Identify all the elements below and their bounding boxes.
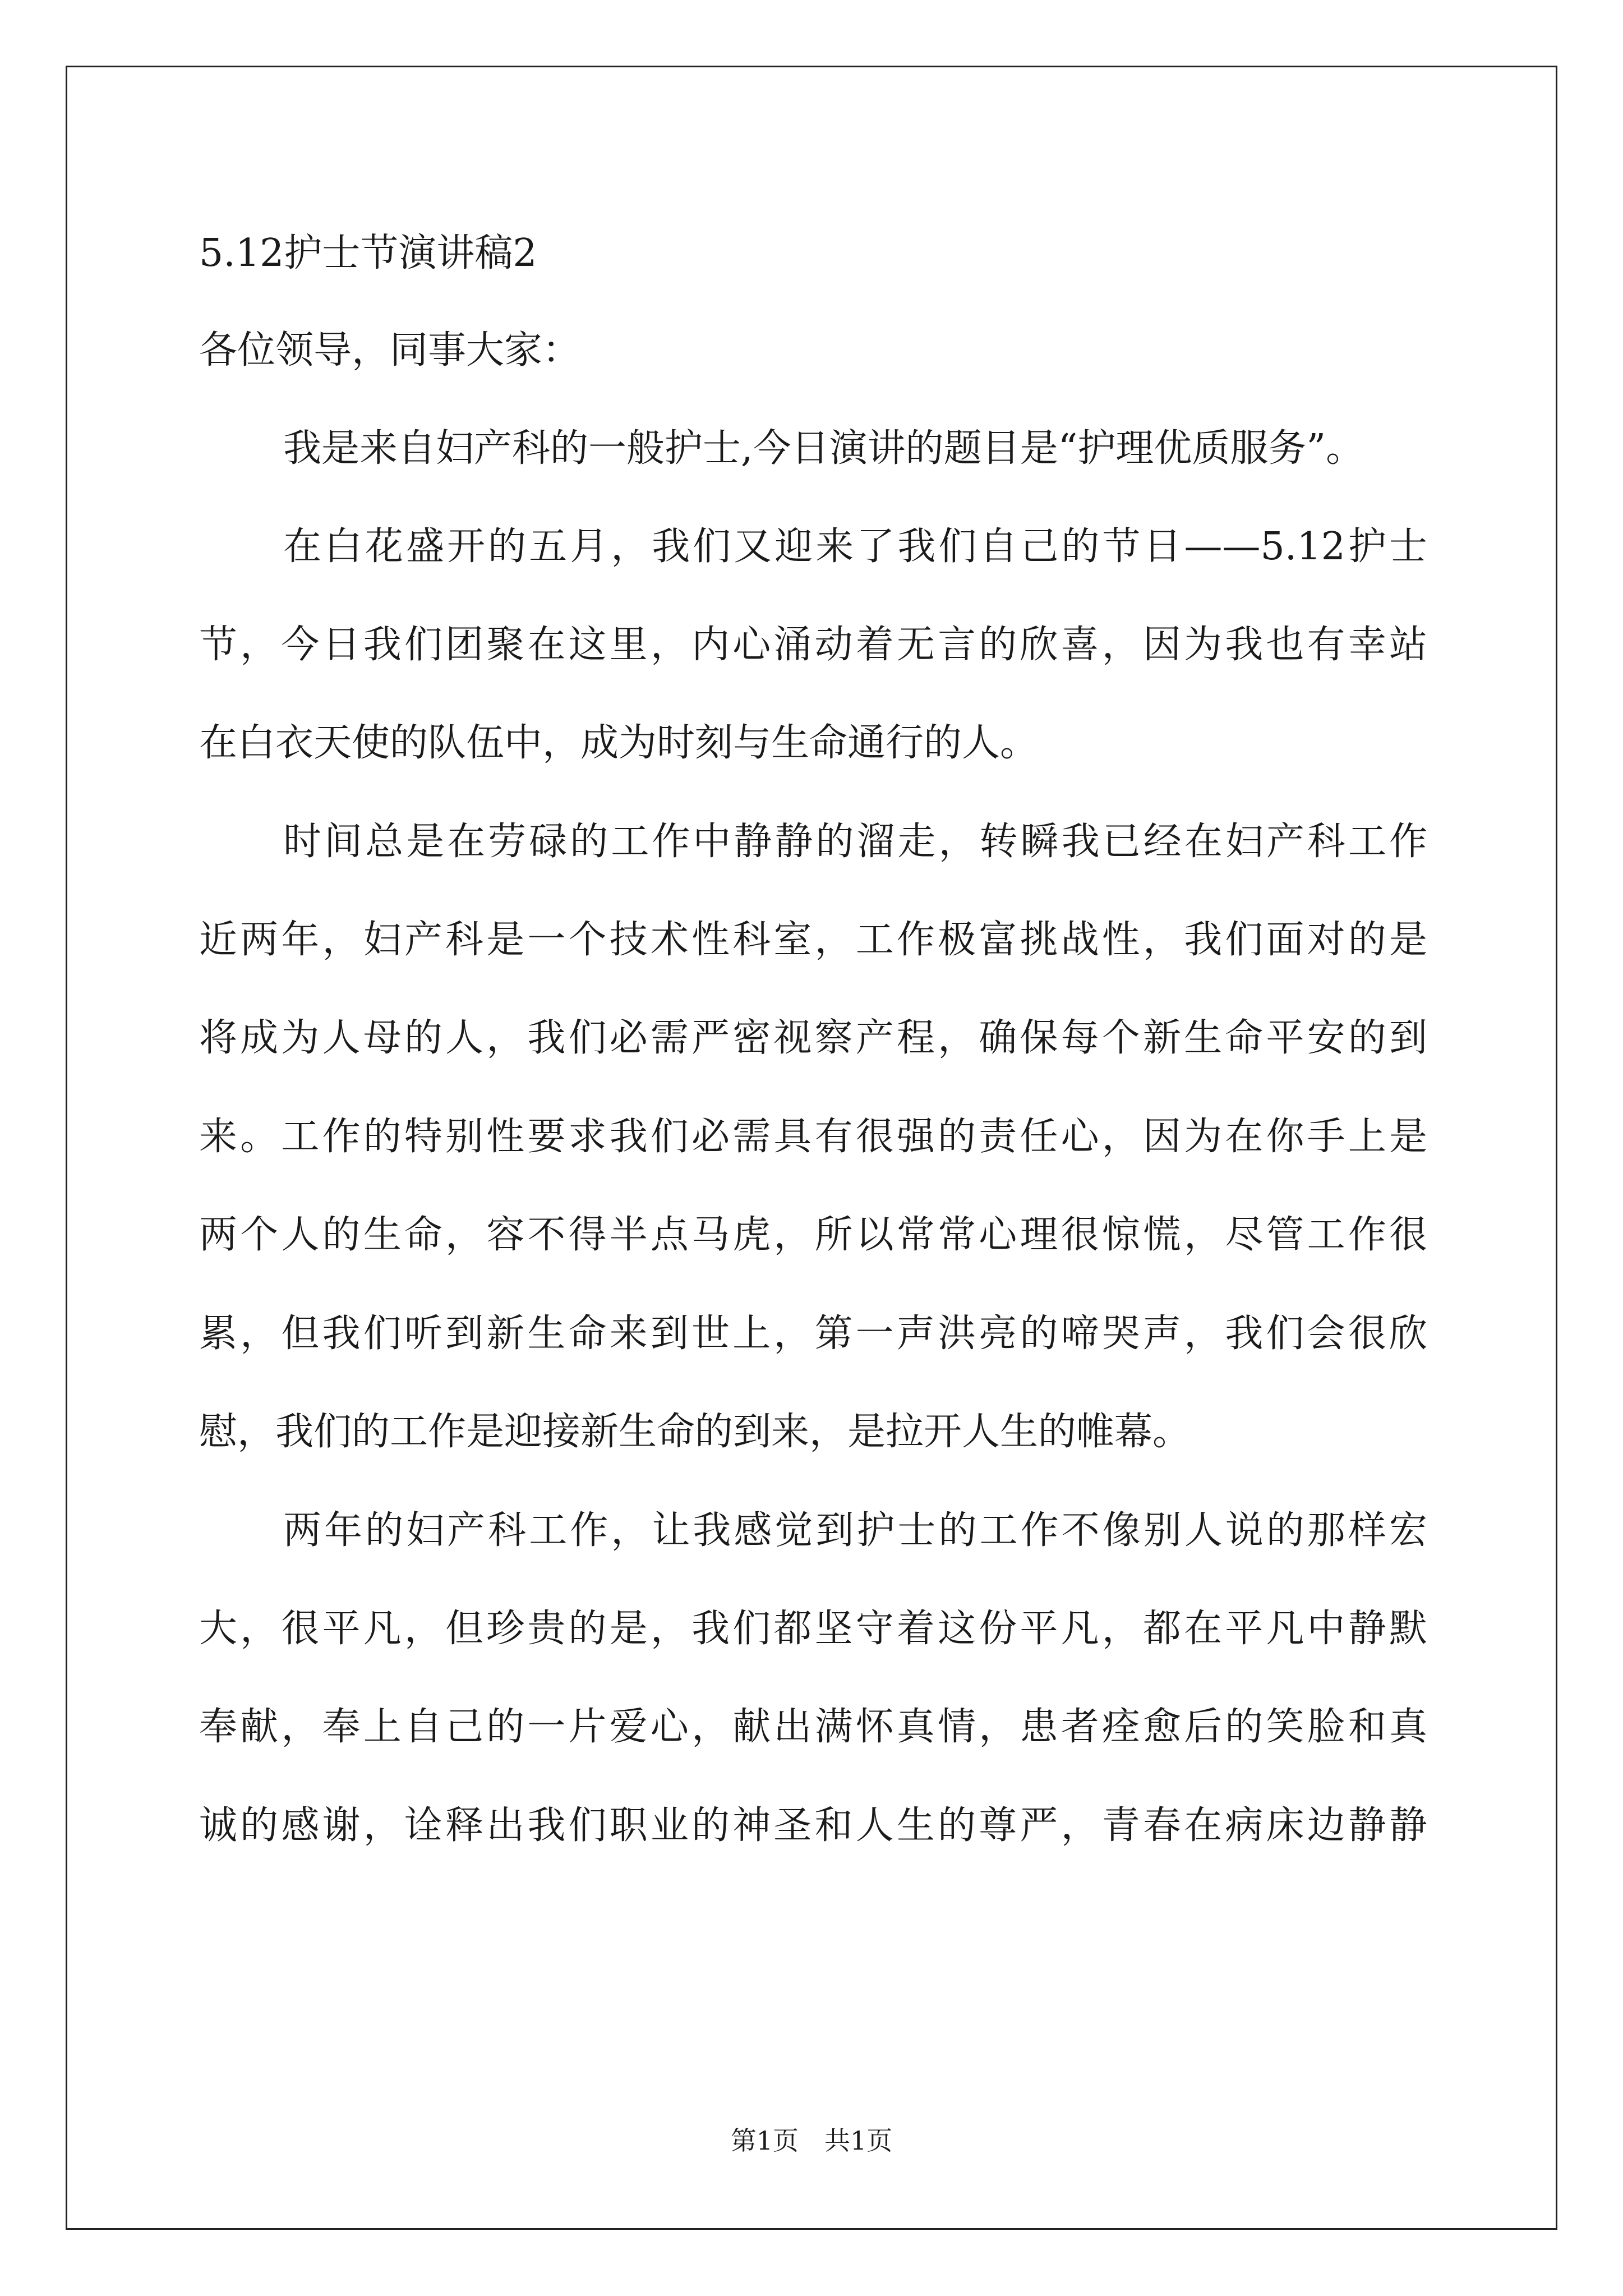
paragraph-3-line-1: 时间总是在劳碌的工作中静静的溜走，转瞬我已经在妇产科工作 xyxy=(283,820,1427,864)
paragraph-4-line-3: 奉献，奉上自己的一片爱心，献出满怀真情，患者痊愈后的笑脸和真 xyxy=(199,1705,1427,1749)
paragraph-4-line-4: 诚的感谢，诠释出我们职业的神圣和人生的尊严，青春在病床边静静 xyxy=(199,1803,1427,1848)
paragraph-3-line-6: 累，但我们听到新生命来到世上，第一声洪亮的啼哭声，我们会很欣 xyxy=(199,1312,1427,1356)
paragraph-3-line-7: 慰，我们的工作是迎接新生命的到来，是拉开人生的帷幕。 xyxy=(199,1410,1191,1454)
paragraph-1-line-1: 我是来自妇产科的一般护士,今日演讲的题目是“护理优质服务”。 xyxy=(283,426,1364,471)
paragraph-3-line-2: 近两年，妇产科是一个技术性科室，工作极富挑战性，我们面对的是 xyxy=(199,918,1427,962)
paragraph-2-line-3: 在白衣天使的队伍中，成为时刻与生命通行的人。 xyxy=(199,721,1039,765)
paragraph-3-line-5: 两个人的生命，容不得半点马虎，所以常常心理很惊慌，尽管工作很 xyxy=(199,1213,1427,1257)
document-title: 5.12护士节演讲稿2 xyxy=(199,231,537,275)
paragraph-2-line-2: 节，今日我们团聚在这里，内心涌动着无言的欣喜，因为我也有幸站 xyxy=(199,623,1427,667)
salutation: 各位领导，同事大家： xyxy=(199,328,581,372)
paragraph-4-line-2: 大，很平凡，但珍贵的是，我们都坚守着这份平凡，都在平凡中静默 xyxy=(199,1607,1427,1651)
paragraph-2-line-1: 在白花盛开的五月，我们又迎来了我们自己的节日——5.12护士 xyxy=(283,524,1427,569)
page-footer: 第1页 共1页 xyxy=(730,2125,893,2156)
paragraph-3-line-3: 将成为人母的人，我们必需严密视察产程，确保每个新生命平安的到 xyxy=(199,1016,1427,1060)
paragraph-4-line-1: 两年的妇产科工作，让我感觉到护士的工作不像别人说的那样宏 xyxy=(283,1508,1427,1553)
paragraph-3-line-4: 来。工作的特别性要求我们必需具有很强的责任心，因为在你手上是 xyxy=(199,1115,1427,1159)
